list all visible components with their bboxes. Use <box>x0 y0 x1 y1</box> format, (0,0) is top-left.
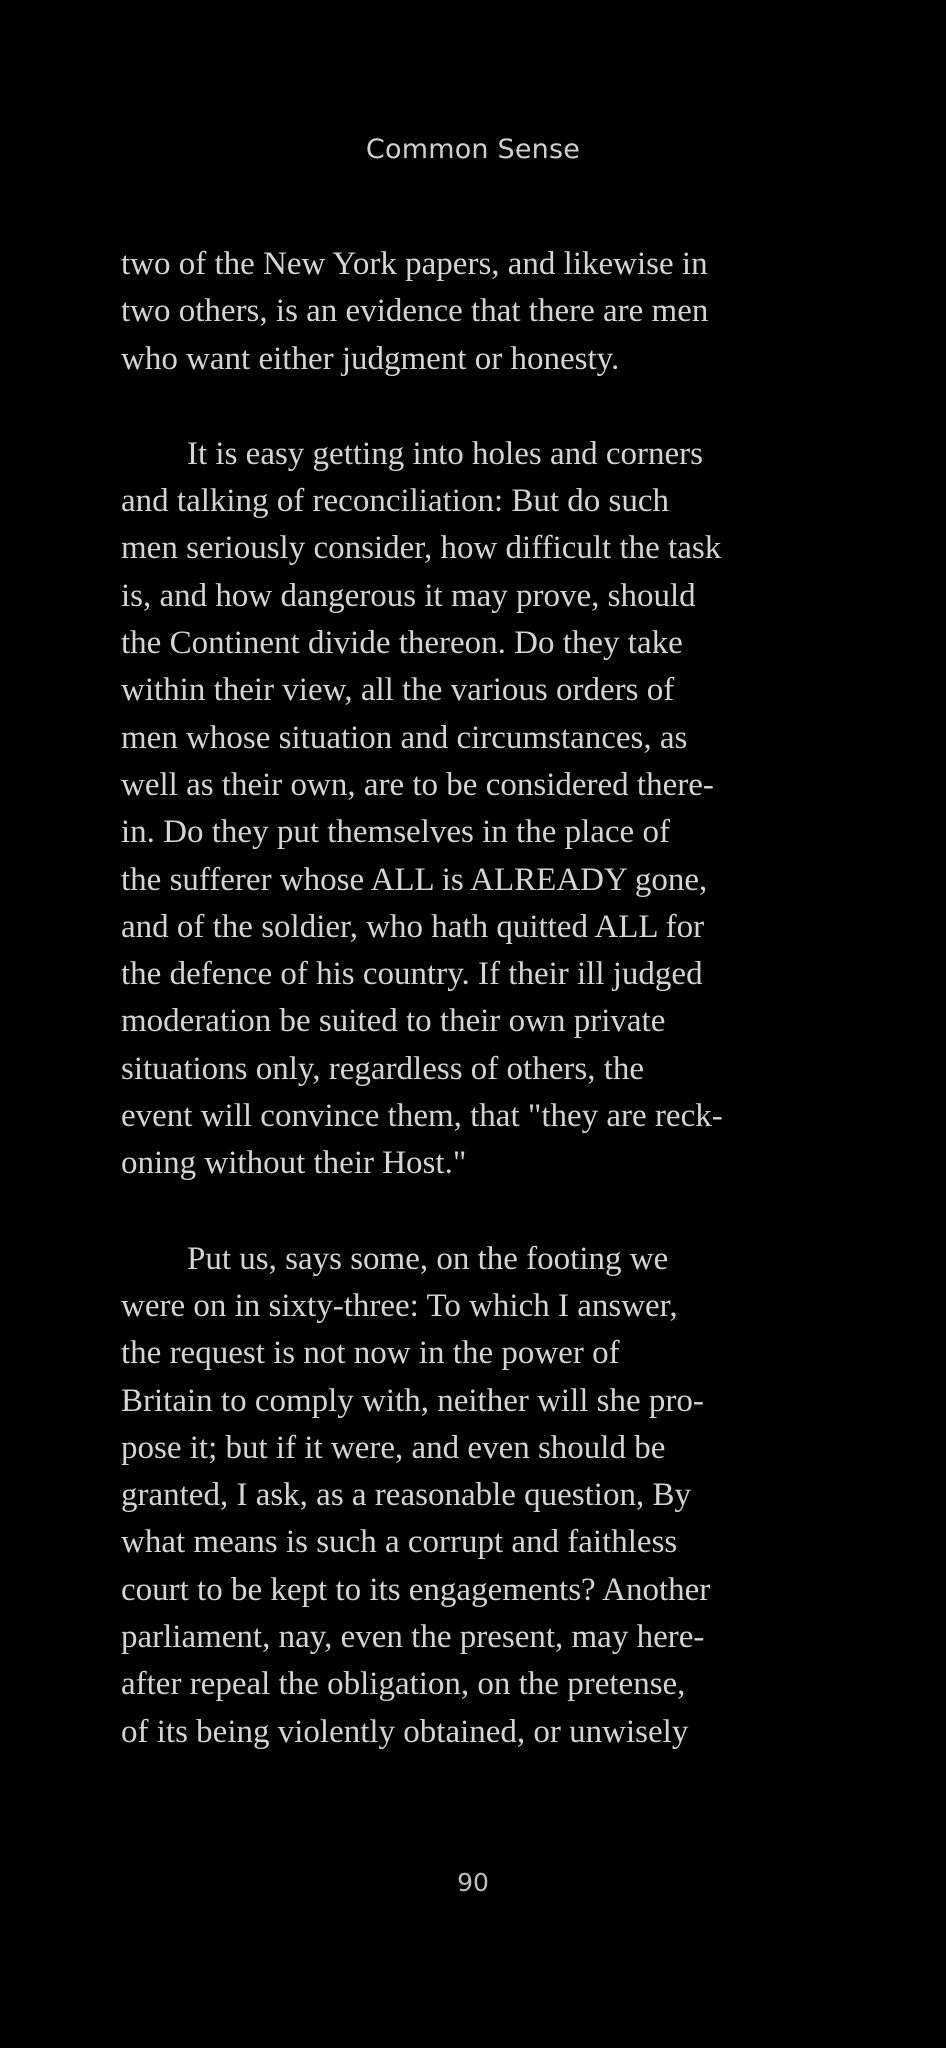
paragraph <box>121 431 861 1188</box>
text-line: event will convince them, that "they are reck- <box>121 1098 723 1135</box>
text-line: in. Do they put themselves in the place of <box>121 814 670 851</box>
text-line: Put us, says some, on the footing we <box>121 1240 669 1277</box>
text-line: is, and how dangerous it may prove, should <box>121 577 696 614</box>
paragraph-gap <box>121 1188 861 1236</box>
text-line: were on in sixty-three: To which I answer, <box>121 1287 678 1324</box>
text-line: men seriously consider, how difficult the task <box>121 530 722 567</box>
text-line: who want either judgment or honesty. <box>121 340 620 377</box>
paragraph <box>121 241 861 383</box>
page-text <box>121 241 861 1756</box>
text-line: and of the soldier, who hath quitted ALL for <box>121 908 705 945</box>
text-line: the Continent divide thereon. Do they take <box>121 625 683 662</box>
text-line: parliament, nay, even the present, may here- <box>121 1619 705 1656</box>
book-title: Common Sense <box>365 134 581 165</box>
text-line: the request is not now in the power of <box>121 1335 620 1372</box>
text-line: It is easy getting into holes and corners <box>121 435 703 472</box>
text-line: granted, I ask, as a reasonable question, By <box>121 1477 691 1514</box>
text-line: and talking of reconciliation: But do such <box>121 483 670 520</box>
text-line: what means is such a corrupt and faithless <box>121 1524 678 1561</box>
text-line: two others, is an evidence that there are men <box>121 293 709 330</box>
text-line: the sufferer whose ALL is ALREADY gone, <box>121 861 708 898</box>
text-line: within their view, all the various orders of <box>121 672 675 709</box>
paragraph-gap <box>121 383 861 431</box>
text-line: men whose situation and circumstances, as <box>121 719 688 756</box>
text-line: situations only, regardless of others, the <box>121 1050 645 1087</box>
text-line: oning without their Host." <box>121 1145 467 1182</box>
text-line: moderation be suited to their own private <box>121 1003 666 1040</box>
text-line: pose it; but if it were, and even should be <box>121 1429 666 1466</box>
text-line: of its being violently obtained, or unwisely <box>121 1713 689 1750</box>
paragraph <box>121 1236 861 1756</box>
text-line: Britain to comply with, neither will she pro- <box>121 1382 704 1419</box>
text-line: the defence of his country. If their ill judged <box>121 956 703 993</box>
text-line: two of the New York papers, and likewise in <box>121 246 708 282</box>
text-line: well as their own, are to be considered there- <box>121 766 714 803</box>
page-number: 90 <box>457 1868 489 1897</box>
text-line: court to be kept to its engagements? Another <box>121 1571 711 1608</box>
text-line: after repeal the obligation, on the pretense, <box>121 1666 686 1703</box>
